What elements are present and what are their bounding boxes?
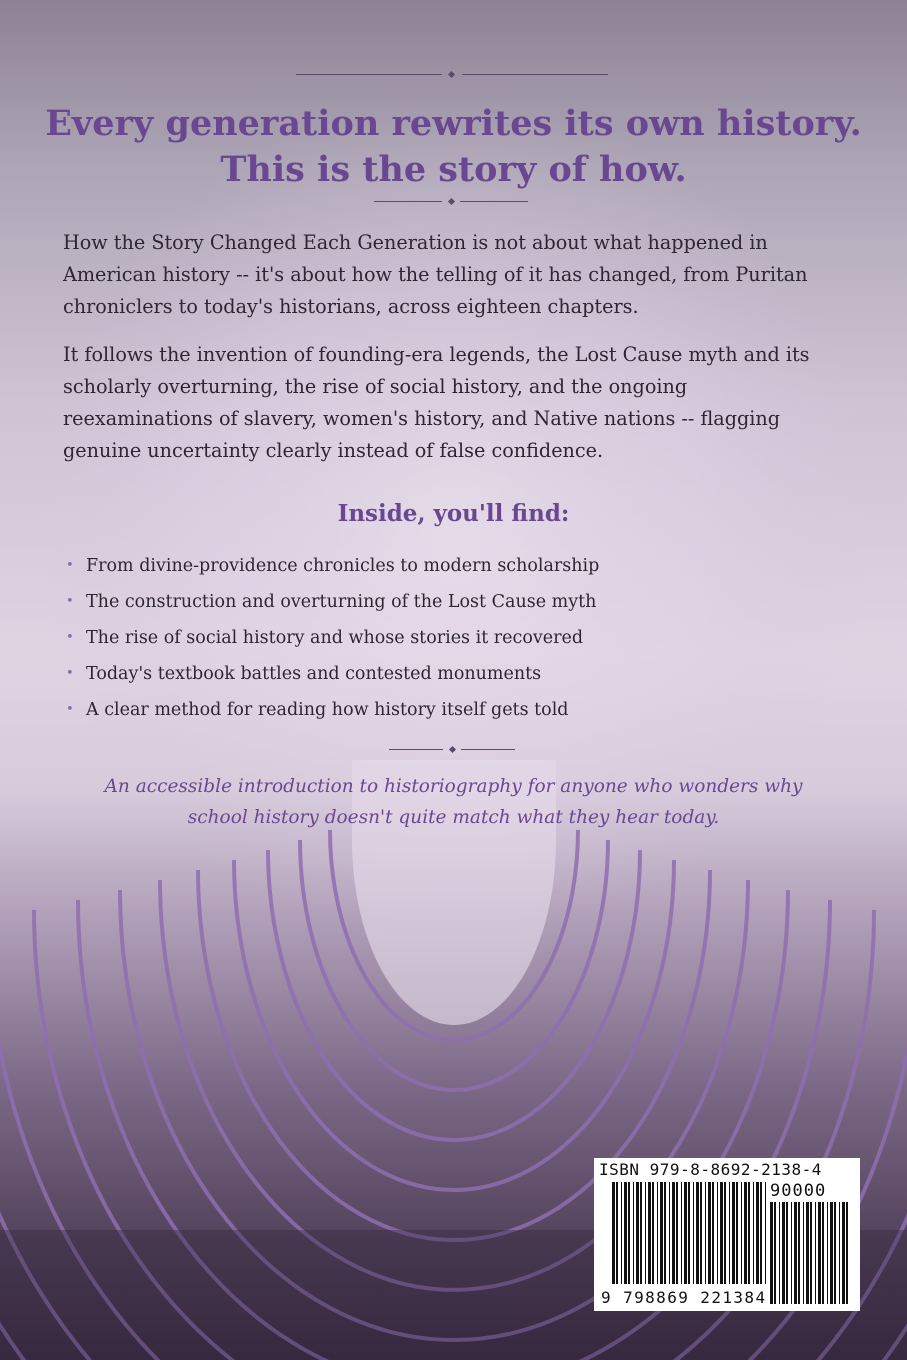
description-line: scholarly overturning, the rise of social history, and the ongoing xyxy=(63,375,688,398)
bullet-icon: • xyxy=(66,666,74,681)
barcode-bar xyxy=(669,1182,670,1284)
barcode-bar xyxy=(636,1182,639,1284)
barcode-bar xyxy=(645,1182,646,1284)
description-line: It follows the invention of founding-era legends, the Lost Cause myth and its xyxy=(63,343,810,366)
tagline xyxy=(0,771,907,833)
barcode-bar xyxy=(724,1182,726,1284)
barcode-bar xyxy=(684,1182,687,1284)
headline-line-1: Every generation rewrites its own history. xyxy=(45,103,862,144)
bullet-icon: • xyxy=(66,702,74,717)
barcode-bar xyxy=(803,1202,804,1304)
barcode-bar xyxy=(652,1182,654,1284)
bullet-icon: • xyxy=(66,558,74,573)
barcode-bar xyxy=(756,1182,759,1284)
bullet-icon: • xyxy=(66,630,74,645)
barcode-bar xyxy=(806,1202,809,1304)
barcode-bar xyxy=(810,1202,812,1304)
barcode-bar xyxy=(732,1182,735,1284)
headline-divider xyxy=(374,198,528,206)
description-line: American history -- it's about how the telling of it has changed, from Puritan xyxy=(63,263,808,286)
barcode-bar xyxy=(621,1182,622,1284)
barcode-bar xyxy=(660,1182,663,1284)
barcode-bar xyxy=(765,1182,766,1284)
barcode-bar xyxy=(822,1202,824,1304)
list-item xyxy=(66,623,846,659)
barcode-bar xyxy=(846,1202,848,1304)
barcode-bar xyxy=(612,1182,615,1284)
barcode-bar xyxy=(688,1182,690,1284)
barcode-bar xyxy=(791,1202,792,1304)
list-item xyxy=(66,695,846,731)
barcode-bar xyxy=(648,1182,651,1284)
list-item-text: Today's textbook battles and contested monuments xyxy=(86,664,542,684)
barcode-bar xyxy=(744,1182,747,1284)
barcode-bar xyxy=(748,1182,750,1284)
list-item xyxy=(66,587,846,623)
barcode-bar xyxy=(712,1182,714,1284)
top-divider xyxy=(296,71,608,79)
list-item-text: A clear method for reading how history itself gets told xyxy=(86,700,569,720)
barcode-bar xyxy=(770,1202,773,1304)
barcode-bar xyxy=(693,1182,694,1284)
barcode-bar xyxy=(640,1182,642,1284)
bullet-icon: • xyxy=(66,594,74,609)
barcode-bar xyxy=(616,1182,618,1284)
barcode-bar xyxy=(794,1202,797,1304)
description-line: How the Story Changed Each Generation is not about what happened in xyxy=(63,231,768,254)
isbn-label: ISBN 979-8-8692-2138-4 xyxy=(599,1160,822,1179)
barcode-bar xyxy=(657,1182,658,1284)
list-item-text: From divine-providence chronicles to modern scholarship xyxy=(86,556,600,576)
barcode-bar xyxy=(664,1182,666,1284)
list-item xyxy=(66,551,846,587)
barcode-bar xyxy=(815,1202,816,1304)
description-line: reexaminations of slavery, women's history, and Native nations -- flagging xyxy=(63,407,781,430)
barcode-bar xyxy=(681,1182,682,1284)
barcode-bar xyxy=(676,1182,678,1284)
barcode-bar xyxy=(830,1202,833,1304)
barcode-bar xyxy=(696,1182,699,1284)
barcode-bar xyxy=(705,1182,706,1284)
inside-heading: Inside, you'll find: xyxy=(337,500,570,527)
barcode xyxy=(594,1158,860,1311)
barcode-bar xyxy=(782,1202,785,1304)
barcode-ean-number: 9 798869 221384 xyxy=(601,1288,767,1307)
headline-line-2: This is the story of how. xyxy=(220,149,687,190)
barcode-bar xyxy=(753,1182,754,1284)
barcode-bar xyxy=(729,1182,730,1284)
barcode-bar xyxy=(786,1202,788,1304)
description-line: chroniclers to today's historians, across eighteen chapters. xyxy=(63,295,639,318)
barcode-bar xyxy=(760,1182,762,1284)
feature-list xyxy=(66,551,846,731)
barcode-bar xyxy=(708,1182,711,1284)
barcode-bar xyxy=(834,1202,836,1304)
barcode-bar xyxy=(827,1202,828,1304)
barcode-bar xyxy=(720,1182,723,1284)
tagline-line: school history doesn't quite match what they hear today. xyxy=(187,807,720,828)
barcode-bar xyxy=(624,1182,627,1284)
barcode-bar xyxy=(839,1202,840,1304)
description-line: genuine uncertainty clearly instead of false confidence. xyxy=(63,439,604,462)
barcode-bar xyxy=(700,1182,702,1284)
barcode-bar xyxy=(818,1202,821,1304)
barcode-bar xyxy=(736,1182,738,1284)
list-item-text: The rise of social history and whose stories it recovered xyxy=(86,628,584,648)
barcode-bar xyxy=(672,1182,675,1284)
barcode-bar xyxy=(774,1202,776,1304)
barcode-bar xyxy=(842,1202,845,1304)
list-item xyxy=(66,659,846,695)
barcode-bar xyxy=(633,1182,634,1284)
barcode-bar xyxy=(779,1202,780,1304)
barcode-bar xyxy=(798,1202,800,1304)
list-item-text: The construction and overturning of the Lost Cause myth xyxy=(86,592,597,612)
barcode-bar xyxy=(628,1182,630,1284)
tagline-divider xyxy=(389,746,515,754)
barcode-bar xyxy=(717,1182,718,1284)
barcode-addon-number: 90000 xyxy=(770,1181,827,1201)
barcode-bar xyxy=(741,1182,742,1284)
tagline-line: An accessible introduction to historiography for anyone who wonders why xyxy=(104,776,803,797)
